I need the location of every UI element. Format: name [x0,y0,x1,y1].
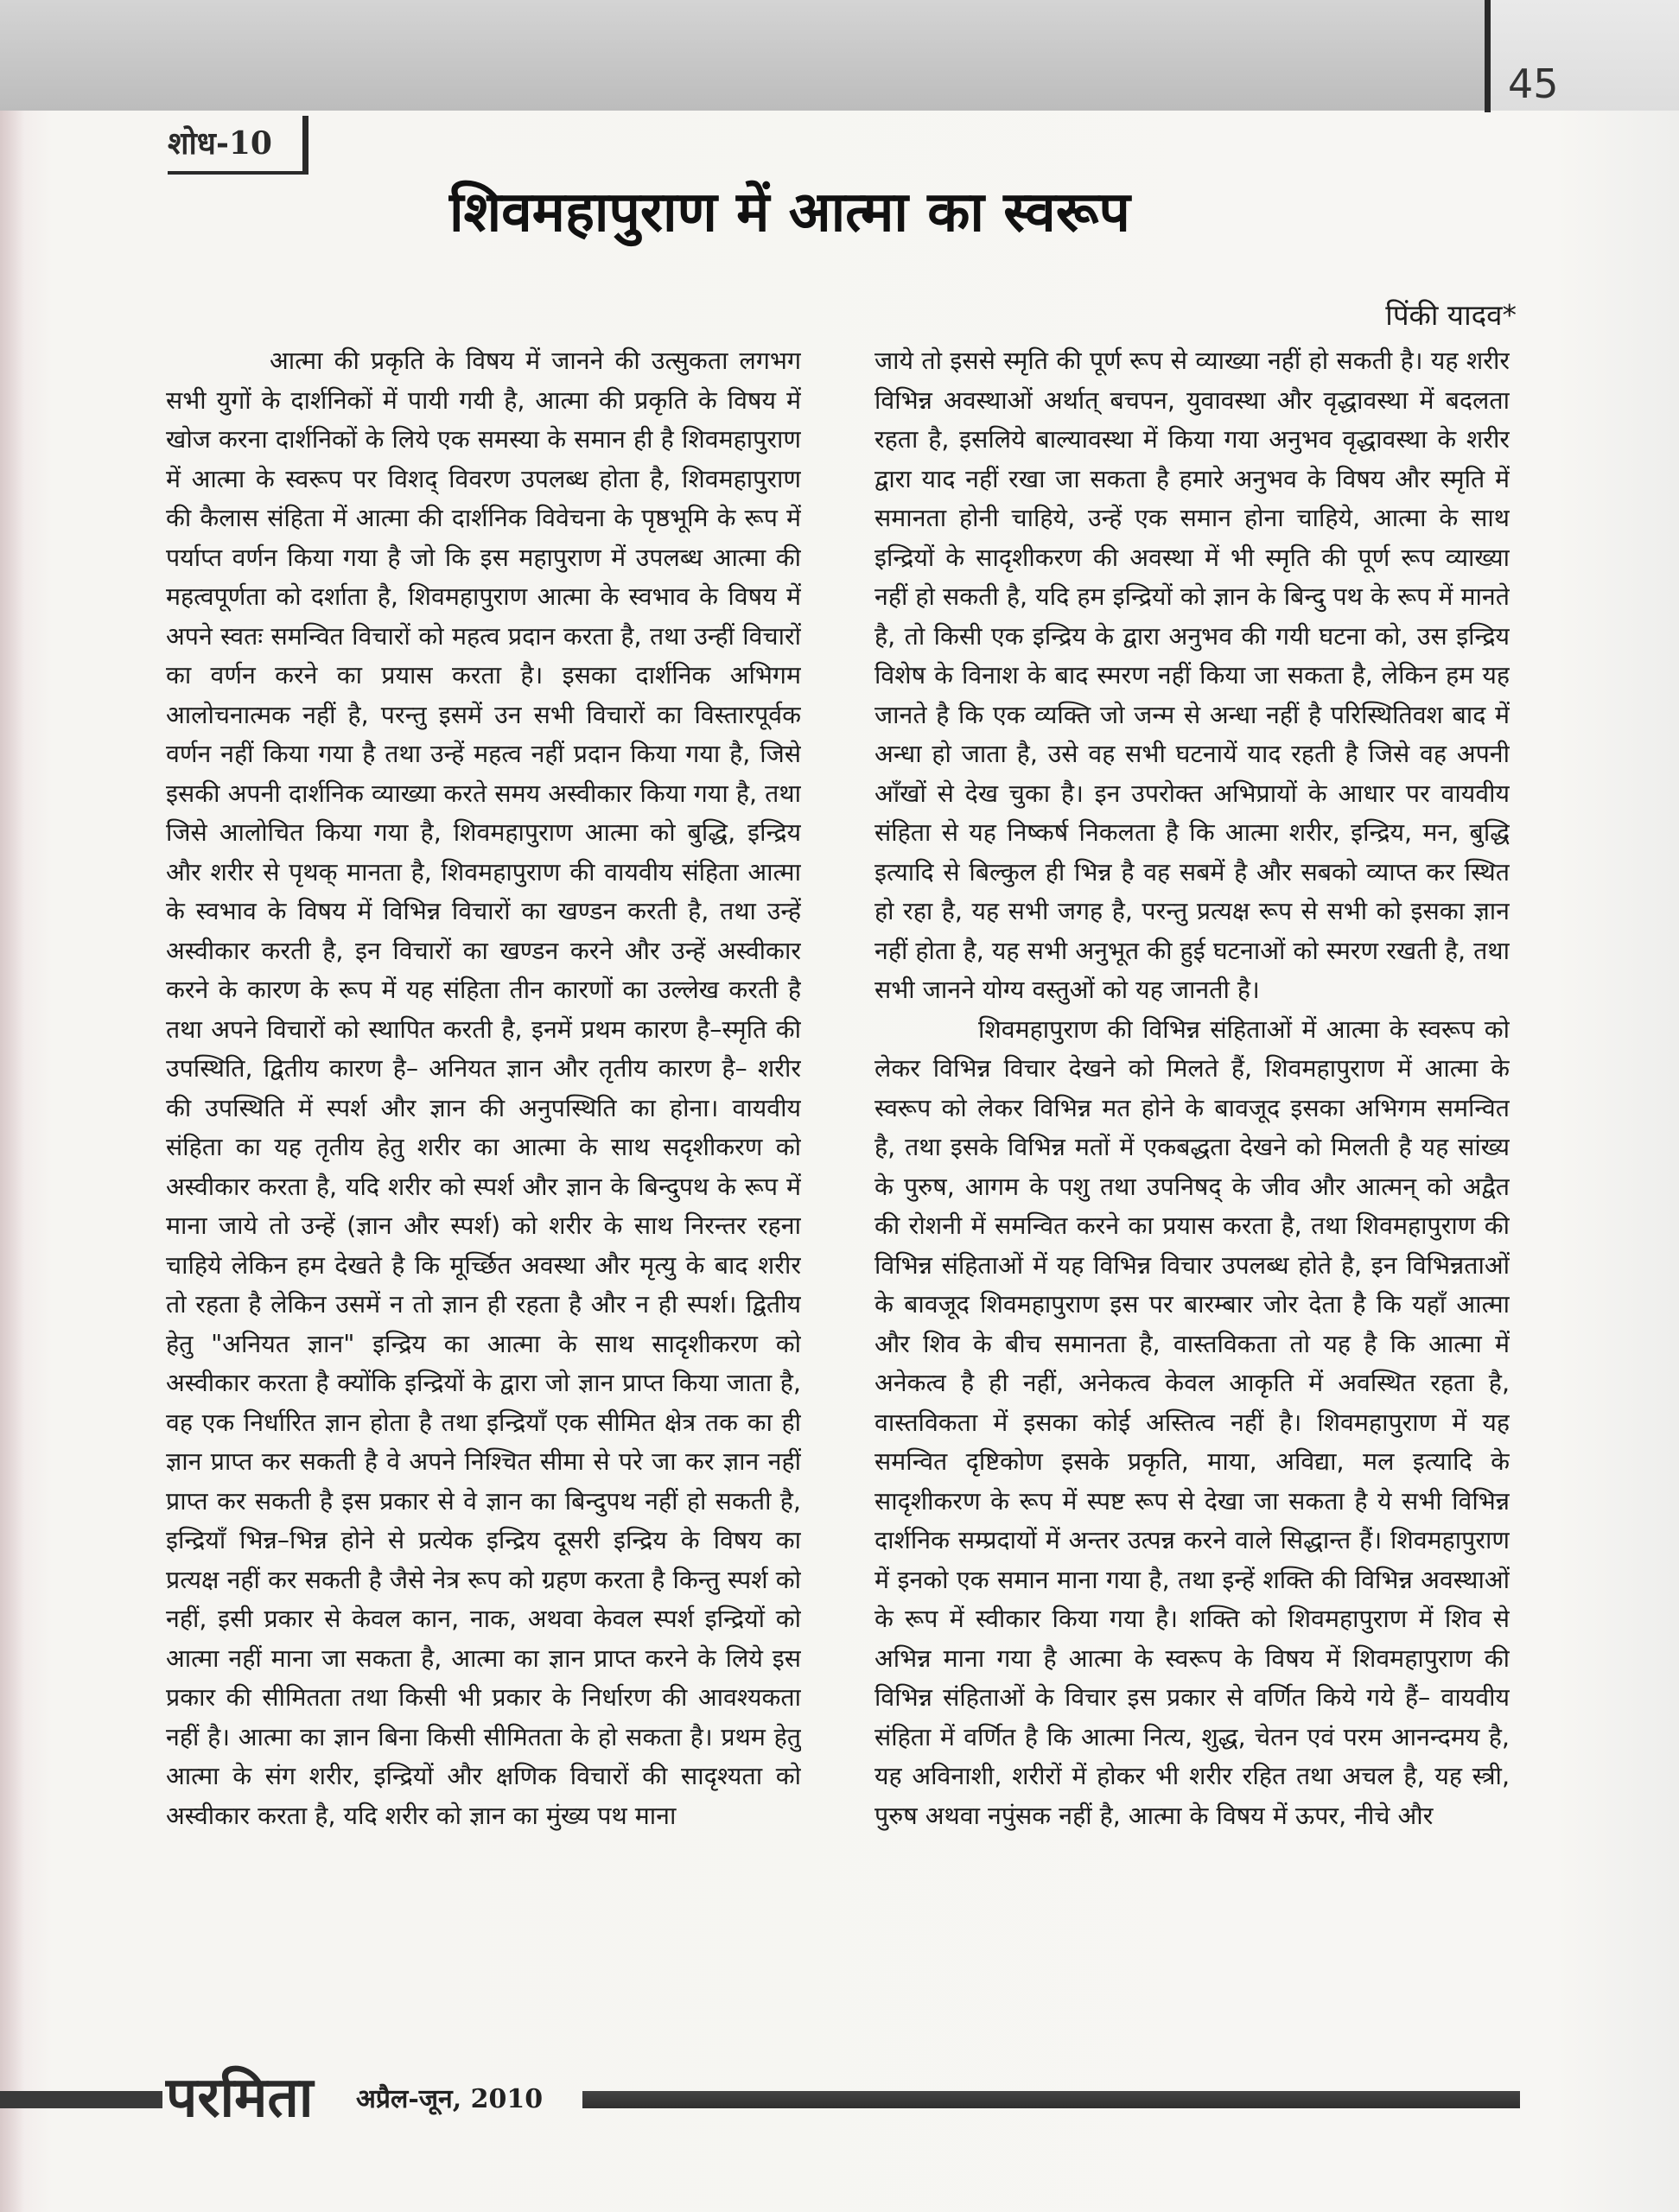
paragraph: शिवमहापुराण की विभिन्न संहिताओं में आत्मा के स्वरूप को लेकर विभिन्न विचार देखने को मिलते हैं, शिवमहापुराण में आत्मा के स्वरूप को लेकर विभिन्न मत होने के बावजूद इसका अभिगम समन्वित है, तथा इसके विभिन्न मतों में एकबद्धता देखने को मिलती है यह सांख्य के पुरुष, आगम के पशु तथा उपनिषद् के जीव और आत्मन् को अद्वैत की रोशनी में समन्वित करने का प्रयास करता है, तथा शिवमहापुराण की विभिन्न संहिताओं में यह विभिन्न विचार उपलब्ध होते है, इन विभिन्नताओं के बावजूद शिवमहापुराण इस पर बारम्बार जोर देता है कि यहाँ आत्मा और शिव के बीच समानता है, वास्तविकता तो यह है कि आत्मा में अनेकत्व है ही नहीं, अनेकत्व केवल आकृति में अवस्थित रहता है, वास्तविकता में इसका कोई अस्तित्व नहीं है। शिवमहापुराण में यह समन्वित दृष्टिकोण इसके प्रकृति, माया, अविद्या, मल इत्यादि के सादृशीकरण के रूप में स्पष्ट रूप से देखा जा सकता है ये सभी विभिन्न दार्शनिक सम्प्रदायों में अन्तर उत्पन्न करने वाले सिद्धान्त हैं। शिवमहापुराण में इनको एक समान माना गया है, तथा इन्हें शक्ति की विभिन्न अवस्थाओं के रूप में स्वीकार किया गया है। शक्ति को शिवमहापुराण में शिव से अभिन्न माना गया है आत्मा के स्वरूप के विषय में शिवमहापुराण की विभिन्न संहिताओं के विचार इस प्रकार से वर्णित किये गये हैं– वायवीय संहिता में वर्णित है कि आत्मा नित्य, शुद्ध, चेतन एवं परम आनन्दमय है, यह अविनाशी, शरीरों में होकर भी शरीर रहित तथा अचल है, यह स्त्री, पुरुष अथवा नपुंसक नहीं है, आत्मा के विषय में ऊपर, नीचे और [874,1014,1510,1830]
article-column-left [166,341,801,2195]
paragraph: आत्मा की प्रकृति के विषय में जानने की उत्सुकता लगभग सभी युगों के दार्शनिकों में पायी गयी है, आत्मा की प्रकृति के विषय में खोज करना दार्शनिकों के लिये एक समस्या के समान ही है शिवमहापुराण में आत्मा के स्वरूप पर विशद् विवरण उपलब्ध होता है, शिवमहापुराण की कैलास संहिता में आत्मा की दार्शनिक विवेचना के पृष्ठभूमि के रूप में पर्याप्त वर्णन किया गया है जो कि इस महापुराण में उपलब्ध आत्मा की महत्वपूर्णता को दर्शाता है, शिवमहापुराण आत्मा के स्वभाव के विषय में अपने स्वतः समन्वित विचारों को महत्व प्रदान करता है, तथा उन्हीं विचारों का वर्णन करने का प्रयास करता है। इसका दार्शनिक अभिगम आलोचनात्मक नहीं है, परन्तु इसमें उन सभी विचारों का विस्तारपूर्वक वर्णन नहीं किया गया है तथा उन्हें महत्व नहीं प्रदान किया गया है, जिसे इसकी अपनी दार्शनिक व्याख्या करते समय अस्वीकार किया गया है, तथा जिसे आलोचित किया गया है, शिवमहापुराण आत्मा को बुद्धि, इन्द्रिय और शरीर से पृथक् मानता है, शिवमहापुराण की वायवीय संहिता आत्मा के स्वभाव के विषय में विभिन्न विचारों का खण्डन करती है, तथा उन्हें अस्वीकार करती है, इन विचारों का खण्डन करने और उन्हें अस्वीकार करने के कारण के रूप में यह संहिता तीन कारणों का उल्लेख करती है तथा अपने विचारों को स्थापित करती है, इनमें प्रथम कारण है–स्मृति की उपस्थिति, द्वितीय कारण है– अनियत ज्ञान और तृतीय कारण है– शरीर की उपस्थिति में स्पर्श और ज्ञान की अनुपस्थिति का होना। वायवीय संहिता का यह तृतीय हेतु शरीर का आत्मा के साथ सदृशीकरण को अस्वीकार करता है, यदि शरीर को स्पर्श और ज्ञान के बिन्दुपथ के रूप में माना जाये तो उन्हें (ज्ञान और स्पर्श) को शरीर के साथ निरन्तर रहना चाहिये लेकिन हम देखते है कि मूर्च्छित अवस्था और मृत्यु के बाद शरीर तो रहता है लेकिन उसमें न तो ज्ञान ही रहता है और न ही स्पर्श। द्वितीय हेतु "अनियत ज्ञान" इन्द्रिय का आत्मा के साथ सादृशीकरण को अस्वीकार करता है क्योंकि इन्द्रियों के द्वारा जो ज्ञान प्राप्त किया जाता है, वह एक निर्धारित ज्ञान होता है तथा इन्द्रियाँ एक सीमित क्षेत्र तक का ही ज्ञान प्राप्त कर सकती है वे अपने निश्चित सीमा से परे जा कर ज्ञान नहीं प्राप्त कर सकती है इस प्रकार से वे ज्ञान का बिन्दुपथ नहीं हो सकती है, इन्द्रियाँ भिन्न–भिन्न होने से प्रत्येक इन्द्रिय दूसरी इन्द्रिय के विषय का प्रत्यक्ष नहीं कर सकती है जैसे नेत्र रूप को ग्रहण करता है किन्तु स्पर्श को नहीं, इसी प्रकार से केवल कान, नाक, अथवा केवल स्पर्श इन्द्रियों को आत्मा नहीं माना जा सकता है, आत्मा का ज्ञान प्राप्त करने के लिये इस प्रकार की सीमितता तथा किसी भी प्रकार के निर्धारण की आवश्यकता नहीं है। आत्मा का ज्ञान बिना किसी सीमितता के हो सकता है। प्रथम हेतु आत्मा के संग शरीर, इन्द्रियों और क्षणिक विचारों की सादृश्यता को अस्वीकार करता है, यदि शरीर को ज्ञान का मुंख्य पथ माना [166,346,801,1830]
article-title: शिवमहापुराण में आत्मा का स्वरूप [449,181,1130,245]
header-divider [1485,0,1491,112]
article-column-right [874,341,1510,2195]
section-label-underline [168,171,308,175]
issue-date: अप्रैल-जून, 2010 [356,2084,544,2114]
section-label: शोध-10 [168,116,308,171]
magazine-name: परमिता [166,2066,314,2130]
header-band [0,0,1485,111]
scan-edge-shadow [0,0,24,2212]
page-number: 45 [1508,60,1559,107]
footer-rule-right [582,2091,1520,2108]
paragraph: जाये तो इससे स्मृति की पूर्ण रूप से व्याख्या नहीं हो सकती है। यह शरीर विभिन्न अवस्थाओं अर्थात् बचपन, युवावस्था और वृद्धावस्था में बदलता रहता है, इसलिये बाल्यावस्था में किया गया अनुभव वृद्धावस्था के शरीर द्वारा याद नहीं रखा जा सकता है हमारे अनुभव के विषय और स्मृति में समानता होनी चाहिये, उन्हें एक समान होना चाहिये, आत्मा के साथ इन्द्रियों के सादृशीकरण की अवस्था में भी स्मृति की पूर्ण रूप व्याख्या नहीं हो सकती है, यदि हम इन्द्रियों को ज्ञान के बिन्दु पथ के रूप में मानते है, तो किसी एक इन्द्रिय के द्वारा अनुभव की गयी घटना को, उस इन्द्रिय विशेष के विनाश के बाद स्मरण नहीं किया जा सकता है, लेकिन हम यह जानते है कि एक व्यक्ति जो जन्म से अन्धा नहीं है परिस्थितिवश बाद में अन्धा हो जाता है, उसे वह सभी घटनायें याद रहती है जिसे वह अपनी आँखों से देख चुका है। इन उपरोक्त अभिप्रायों के आधार पर वायवीय संहिता से यह निष्कर्ष निकलता है कि आत्मा शरीर, इन्द्रिय, मन, बुद्धि इत्यादि से बिल्कुल ही भिन्न है वह सबमें है और सबको व्याप्त कर स्थित हो रहा है, यह सभी जगह है, परन्तु प्रत्यक्ष रूप से सभी को इसका ज्ञान नहीं होता है, यह सभी अनुभूत की हुई घटनाओं को स्मरण रखती है, तथा सभी जानने योग्य वस्तुओं को यह जानती है। [874,346,1510,1004]
footer-rule-left [0,2091,162,2108]
article-author: पिंकी यादव* [1385,298,1517,332]
